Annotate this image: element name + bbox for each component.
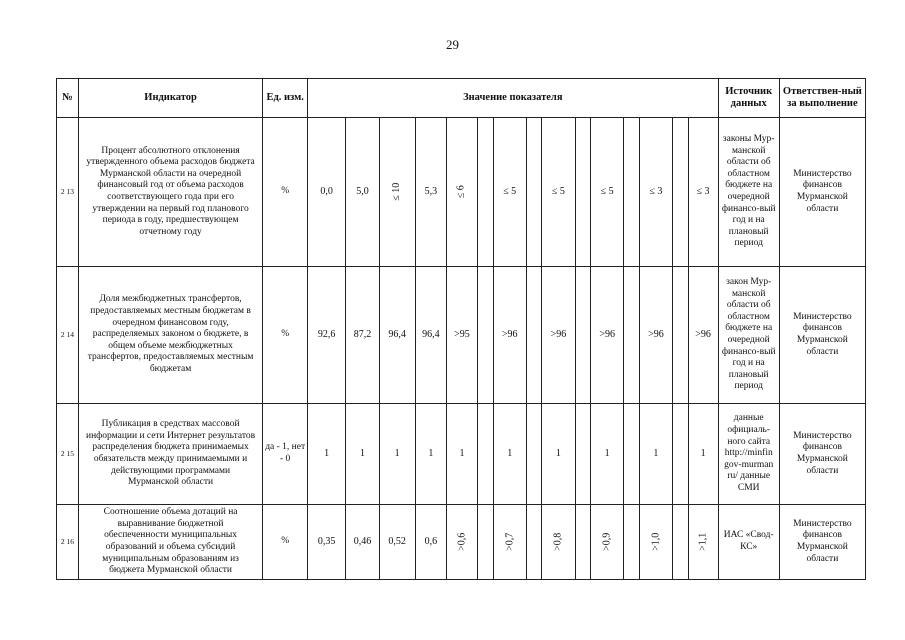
row-number: 2 15 [57,404,79,505]
value-cell: >96 [542,267,575,404]
value-cell: 96,4 [379,267,415,404]
source-cell: ИАС «Свод-КС» [718,505,779,580]
value-cell: 1 [639,404,672,505]
value-cell: ≤ 3 [639,118,672,267]
value-cell: 96,4 [415,267,446,404]
table-row [57,267,866,404]
value-text: ≤ 10 [391,183,403,201]
value-text: >0,6 [456,532,468,552]
value-cell: >96 [591,267,624,404]
row-number: 2 13 [57,118,79,267]
value-cell [379,118,415,267]
value-cell: 1 [307,404,345,505]
value-cell [624,118,640,267]
value-cell: >96 [493,267,526,404]
value-cell: ≤ 5 [493,118,526,267]
value-cell [478,404,494,505]
responsible-cell: Министерство финансов Мурманской области [779,118,865,267]
value-cell: 1 [379,404,415,505]
unit-cell: да - 1, нет - 0 [263,404,308,505]
table-row [57,118,866,267]
value-text: >0,8 [552,532,564,552]
value-text: >1,1 [697,532,709,552]
responsible-cell: Министерство финансов Мурманской области [779,404,865,505]
value-cell [672,267,688,404]
value-text: >1,0 [650,532,662,552]
indicator-cell: Доля межбюджетных трансфертов, предоставляемых местным бюджетам в очередном финансовом году, распределяемых законом о бюджете, в общем объеме межбюджетных трансфертов, предоставляемых местным бюджетам [78,267,263,404]
unit-cell: % [263,267,308,404]
value-cell: 5,3 [415,118,446,267]
value-cell: 0,6 [415,505,446,580]
header-source: Источник данных [718,79,779,118]
indicator-cell: Публикация в средствах массовой информации и сети Интернет результатов распределения бюджета принимаемых обязательств между принимаемыми и действующими программами Мурманской области [78,404,263,505]
value-cell: >96 [639,267,672,404]
value-cell [591,505,624,580]
indicator-cell: Процент абсолютного отклонения утвержденного объема расходов бюджета Мурманской области на очередной финансовый год от объема расходов соответствующего года при его утверждении на первый год планового периода в году, предшествующем отчетному году [78,118,263,267]
value-cell [526,118,542,267]
value-cell: ≤ 5 [542,118,575,267]
value-cell: 0,35 [307,505,345,580]
value-cell [526,404,542,505]
value-cell: ≤ 5 [591,118,624,267]
source-cell: данные официаль-ного сайта http://minfin gov-murman ru/ данные СМИ [718,404,779,505]
header-row [57,79,866,118]
value-cell [575,404,591,505]
value-cell [575,267,591,404]
value-cell: ≤ 3 [688,118,718,267]
value-cell [478,118,494,267]
value-cell [526,267,542,404]
table-body [57,118,866,580]
value-cell [526,505,542,580]
value-cell [624,505,640,580]
value-cell [639,505,672,580]
header-num: № [57,79,79,118]
indicator-cell: Соотношение объема дотаций на выравнивание бюджетной обеспеченности муниципальных образований и объема субсидий муниципальным образованиям из бюджета Мурманской области [78,505,263,580]
value-cell: 1 [446,404,477,505]
value-cell: >95 [446,267,477,404]
value-cell: >96 [688,267,718,404]
value-cell [672,118,688,267]
value-cell [493,505,526,580]
value-cell [575,505,591,580]
value-cell: 92,6 [307,267,345,404]
header-value: Значение показателя [307,79,718,118]
value-cell [575,118,591,267]
table-row [57,505,866,580]
value-cell: 0,46 [346,505,379,580]
value-cell: 5,0 [346,118,379,267]
table-row [57,404,866,505]
value-text: >0,7 [503,532,515,552]
value-cell [446,118,477,267]
header-indicator: Индикатор [78,79,263,118]
responsible-cell: Министерство финансов Мурманской области [779,267,865,404]
page-number: 29 [446,37,459,52]
value-cell [478,505,494,580]
indicator-table [56,78,866,580]
value-cell: 1 [591,404,624,505]
row-number: 2 16 [57,505,79,580]
source-cell: законы Мур-манской области об областном бюджете на очередной финансо-вый год и на плановый период [718,118,779,267]
value-text: >0,9 [601,532,613,552]
header-unit: Ед. изм. [263,79,308,118]
responsible-cell: Министерство финансов Мурманской области [779,505,865,580]
value-cell: 0,52 [379,505,415,580]
value-cell: 1 [415,404,446,505]
header-responsible: Ответствен-ный за выполнение [779,79,865,118]
value-cell [672,404,688,505]
value-cell [624,404,640,505]
row-number: 2 14 [57,267,79,404]
source-cell: закон Мур-манской области об областном бюджете на очередной финансо-вый год и на плановый период [718,267,779,404]
unit-cell: % [263,118,308,267]
value-cell [624,267,640,404]
value-cell: 0,0 [307,118,345,267]
unit-cell: % [263,505,308,580]
value-cell [542,505,575,580]
value-cell: 1 [542,404,575,505]
value-cell [672,505,688,580]
value-cell: 87,2 [346,267,379,404]
value-cell: 1 [688,404,718,505]
value-cell: 1 [493,404,526,505]
value-cell: 1 [346,404,379,505]
value-text: ≤ 6 [456,185,468,199]
value-cell [446,505,477,580]
value-cell [688,505,718,580]
value-cell [478,267,494,404]
